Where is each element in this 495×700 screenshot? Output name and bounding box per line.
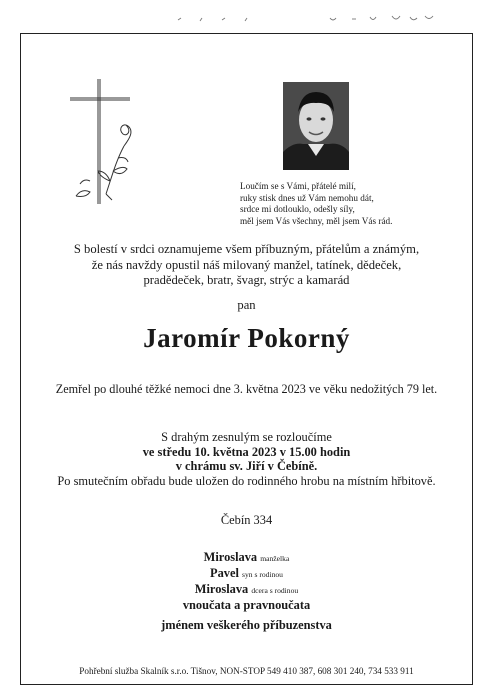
burial-note: Po smutečním obřadu bude uložen do rodinného hrobu na místním hřbitově.	[57, 473, 436, 488]
mourner-entry	[30, 550, 463, 566]
poem-line: srdce mi dotlouklo, odešly síly,	[240, 204, 355, 215]
portrait-photo	[283, 82, 349, 170]
intro-line: že nás navždy opustil náš milovaný manžel, tatínek, dědeček,	[91, 257, 402, 272]
deceased-name: Jaromír Pokorný	[143, 323, 350, 353]
mourner-relation: syn s rodinou	[242, 570, 283, 579]
honorific: pan	[237, 298, 256, 312]
funeral-service-footer: Pohřební služba Skalník s.r.o. Tišnov, NON-STOP 549 410 387, 608 301 240, 734 533 911	[79, 666, 414, 676]
mourner-entry	[30, 582, 463, 598]
poem-line: Loučím se s Vámi, přátelé milí,	[240, 181, 356, 191]
poem-line: měl jsem Vás všechny, měl jsem Vás rád.	[240, 215, 393, 226]
grandchildren-line: vnoučata a pravnoučata	[182, 598, 311, 612]
farewell-poem	[240, 181, 470, 227]
funeral-datetime: ve středu 10. května 2023 v 15.00 hodin	[142, 444, 351, 459]
mourner-name: Miroslava	[194, 582, 249, 596]
intro-line: pradědeček, bratr, švagr, strýc a kamarád	[143, 273, 350, 288]
scan-artifacts	[0, 0, 495, 30]
mourners-list	[30, 550, 463, 613]
announcement-intro	[30, 242, 463, 289]
mourner-name: Miroslava	[203, 550, 258, 564]
family-signoff: jménem veškerého příbuzenstva	[161, 618, 332, 632]
home-address: Čebín 334	[220, 513, 273, 527]
mourner-relation: dcera s rodinou	[251, 586, 299, 595]
cross-with-rose-icon	[66, 76, 138, 206]
intro-line: S bolestí v srdci oznamujeme všem příbuzným, přátelům a známým,	[73, 242, 420, 256]
funeral-place: v chrámu sv. Jiří v Čebíně.	[175, 459, 318, 474]
death-statement: Zemřel po dlouhé těžké nemoci dne 3. května 2023 ve věku nedožitých 79 let.	[55, 382, 438, 396]
mourner-entry	[30, 566, 463, 582]
mourner-relation: manželka	[260, 554, 290, 563]
poem-line: ruky stisk dnes už Vám nemohu dát,	[240, 192, 374, 203]
mourner-name: Pavel	[210, 566, 239, 580]
funeral-intro: S drahým zesnulým se rozloučíme	[161, 430, 332, 444]
funeral-details	[30, 430, 463, 488]
